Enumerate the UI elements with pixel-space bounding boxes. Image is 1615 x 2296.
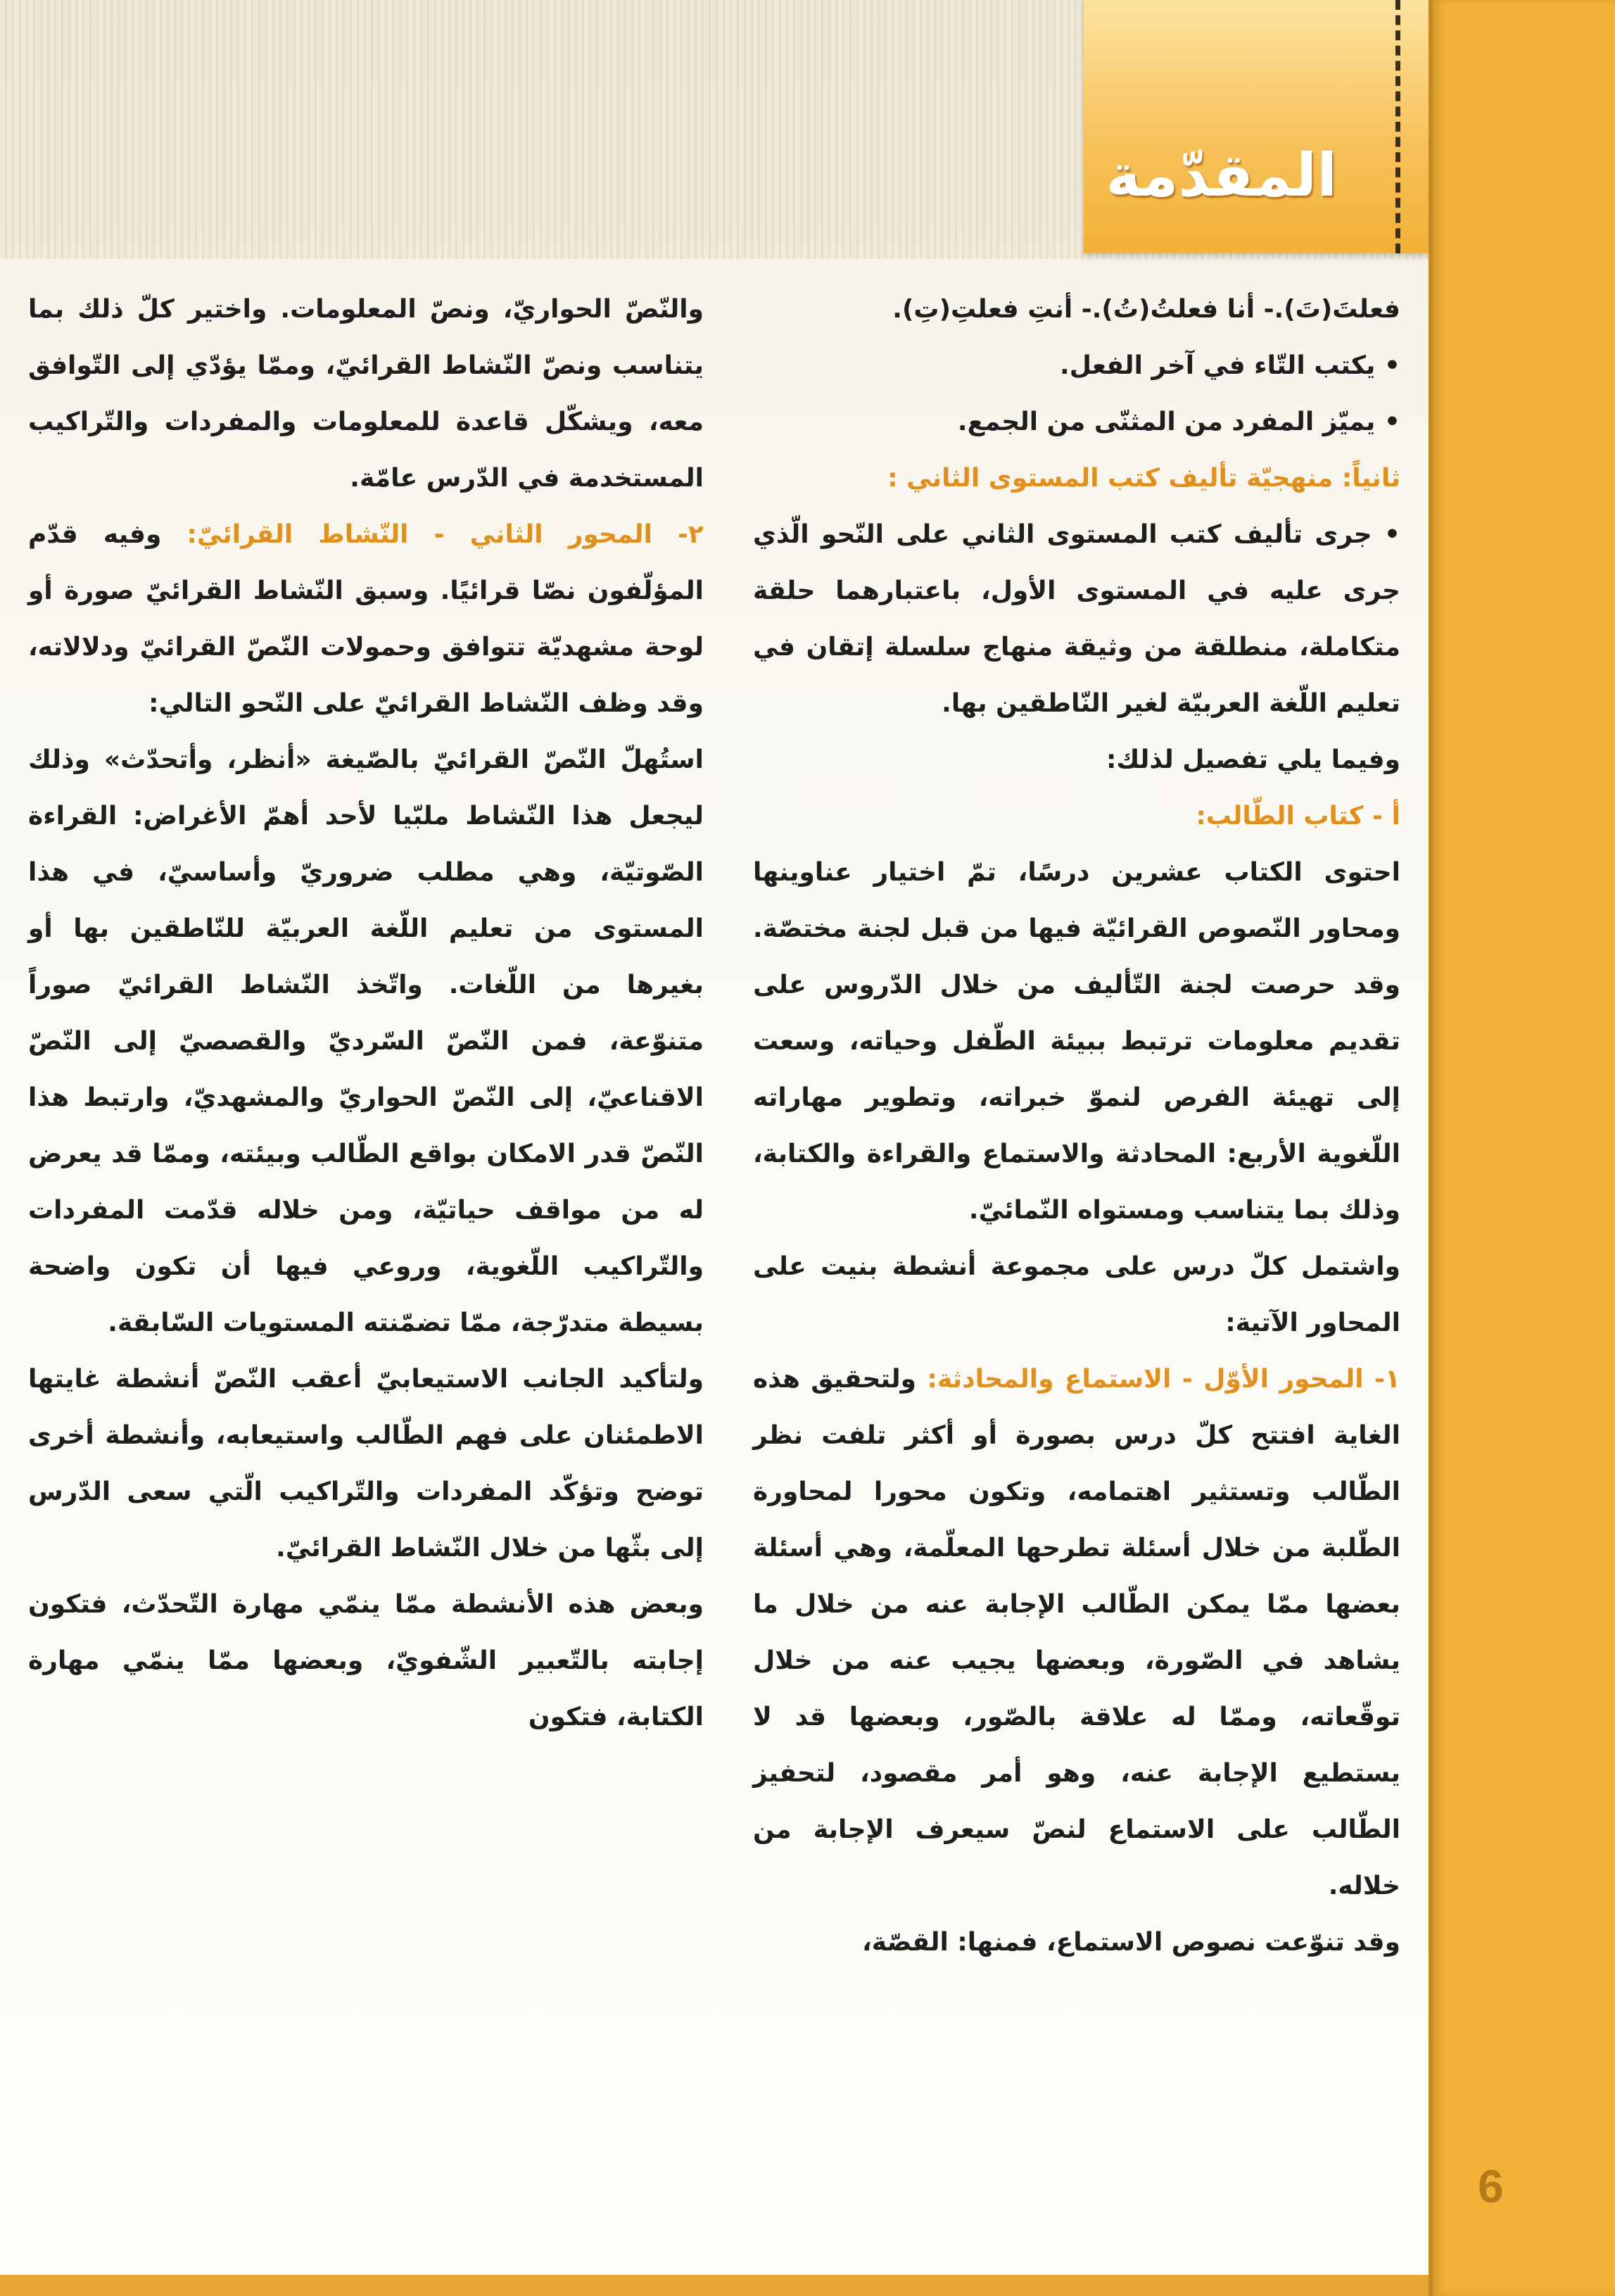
body-paragraph: والنّصّ الحواريّ، ونصّ المعلومات. واختير كلّ ذلك بما يتناسب ونصّ النّشاط القرائيّ، وممّا يؤدّي إلى التّوافق معه، ويشكّل قاعدة للمعلومات والمفردات والتّراكيب المستخدمة في الدّرس عامّة. [28,295,704,493]
page-number: 6 [1478,2160,1504,2212]
side-strip [1429,0,1615,2296]
section-heading: أ - كتاب الطّالب: [1196,802,1400,831]
axis-text: ولتحقيق هذه الغاية افتتح كلّ درس بصورة أو أكثر تلفت نظر الطّالب وتستثير اهتمامه، وتكون محورا لمحاورة الطّلبة من خلال أسئلة تطرحها المعلّمة، وهي أسئلة بعضها ممّا يمكن الطّالب الإجابة عنه من خلال ما يشاهد في الصّورة، وبعضها يجيب عنه من خلال توقّعاته، وممّا له علاقة بالصّور، وبعضها قد لا يستطيع الإجابة عنه، وهو أمر مقصود، لتحفيز الطّالب على الاستماع لنصّ سيعرف الإجابة من خلاله. [753,1365,1400,1900]
body-paragraph: وقد تنوّعت نصوص الاستماع، فمنها: القصّة، [862,1928,1400,1957]
page-title: المقدّمة [1106,141,1337,210]
axis-text: وفيه قدّم المؤلّفون نصّا قرائيًا. وسبق النّشاط القرائيّ صورة أو لوحة مشهديّة تتوافق وحمولات النّصّ القرائيّ ودلالاته، وقد وظف النّشاط القرائيّ على النّحو التالي: [28,520,704,718]
body-paragraph: ولتأكيد الجانب الاستيعابيّ أعقب النّصّ أنشطة غايتها الاطمئنان على فهم الطّالب واستيعابه، وأنشطة أخرى توضح وتؤكّد المفردات والتّراكيب الّتي سعى الدّرس إلى بثّها من خلال النّشاط القرائيّ. [28,1365,704,1563]
title-box [1084,0,1429,253]
bullet-paragraph: • يكتب التّاء في آخر الفعل. [753,338,1400,394]
right-column [753,282,1400,1971]
body-paragraph: استُهلّ النّصّ القرائيّ بالصّيغة «أنظر، وأتحدّث» وذلك ليجعل هذا النّشاط ملبّيا لأحد أهمّ الأغراض: القراءة الصّوتيّة، وهي مطلب ضروريّ وأساسيّ، في هذا المستوى من تعليم اللّغة العربيّة للنّاطقين بها أو بغيرها من اللّغات. واتّخذ النّشاط القرائيّ صوراً متنوّعة، فمن النّصّ السّرديّ والقصصيّ إلى النّصّ الاقناعيّ، إلى النّصّ الحواريّ والمشهديّ، وارتبط هذا النّصّ قدر الامكان بواقع الطّالب وبيئته، وممّا قد يعرض له من مواقف حياتيّة، ومن خلاله قدّمت المفردات والتّراكيب اللّغوية، وروعي فيها أن تكون واضحة بسيطة متدرّجة، ممّا تضمّنته المستويات السّابقة. [28,745,704,1337]
axis-heading: ١- المحور الأوّل - الاستماع والمحادثة: [927,1365,1400,1394]
body-paragraph: واشتمل كلّ درس على مجموعة أنشطة بنيت على المحاور الآتية: [753,1252,1400,1337]
section-heading: ثانياً: منهجيّة تأليف كتب المستوى الثاني : [887,464,1400,493]
body-paragraph: فعلتَ(تَ).- أنا فعلتُ(تُ).- أنتِ فعلتِ(تِ). [892,295,1400,324]
stitch-decoration [1395,0,1400,253]
bullet-paragraph: • جرى تأليف كتب المستوى الثاني على النّحو الّذي جرى عليه في المستوى الأول، باعتبارهما حلقة متكاملة، منطلقة من وثيقة منهاج سلسلة إتقان في تعليم اللّغة العربيّة لغير النّاطقين بها. [753,507,1400,732]
axis-heading: ٢- المحور الثاني - النّشاط القرائيّ: [186,520,704,549]
bottom-bar [0,2275,1429,2296]
left-column [28,282,704,1746]
body-paragraph: وبعض هذه الأنشطة ممّا ينمّي مهارة التّحدّث، فتكون إجابته بالتّعبير الشّفويّ، وبعضها ممّا ينمّي مهارة الكتابة، فتكون [28,1590,704,1732]
axis-paragraph [28,507,704,732]
body-paragraph: وفيما يلي تفصيل لذلك: [1106,745,1400,774]
bullet-paragraph: • يميّز المفرد من المثنّى من الجمع. [753,394,1400,450]
axis-paragraph [753,1351,1400,1915]
body-paragraph: احتوى الكتاب عشرين درسًا، تمّ اختيار عناوينها ومحاور النّصوص القرائيّة فيها من قبل لجنة مختصّة. وقد حرصت لجنة التّأليف من خلال الدّروس على تقديم معلومات ترتبط ببيئة الطّفل وحياته، وسعت إلى تهيئة الفرص لنموّ خبراته، وتطوير مهاراته اللّغوية الأربع: المحادثة والاستماع والقراءة والكتابة، وذلك بما يتناسب ومستواه النّمائيّ. [753,858,1400,1225]
